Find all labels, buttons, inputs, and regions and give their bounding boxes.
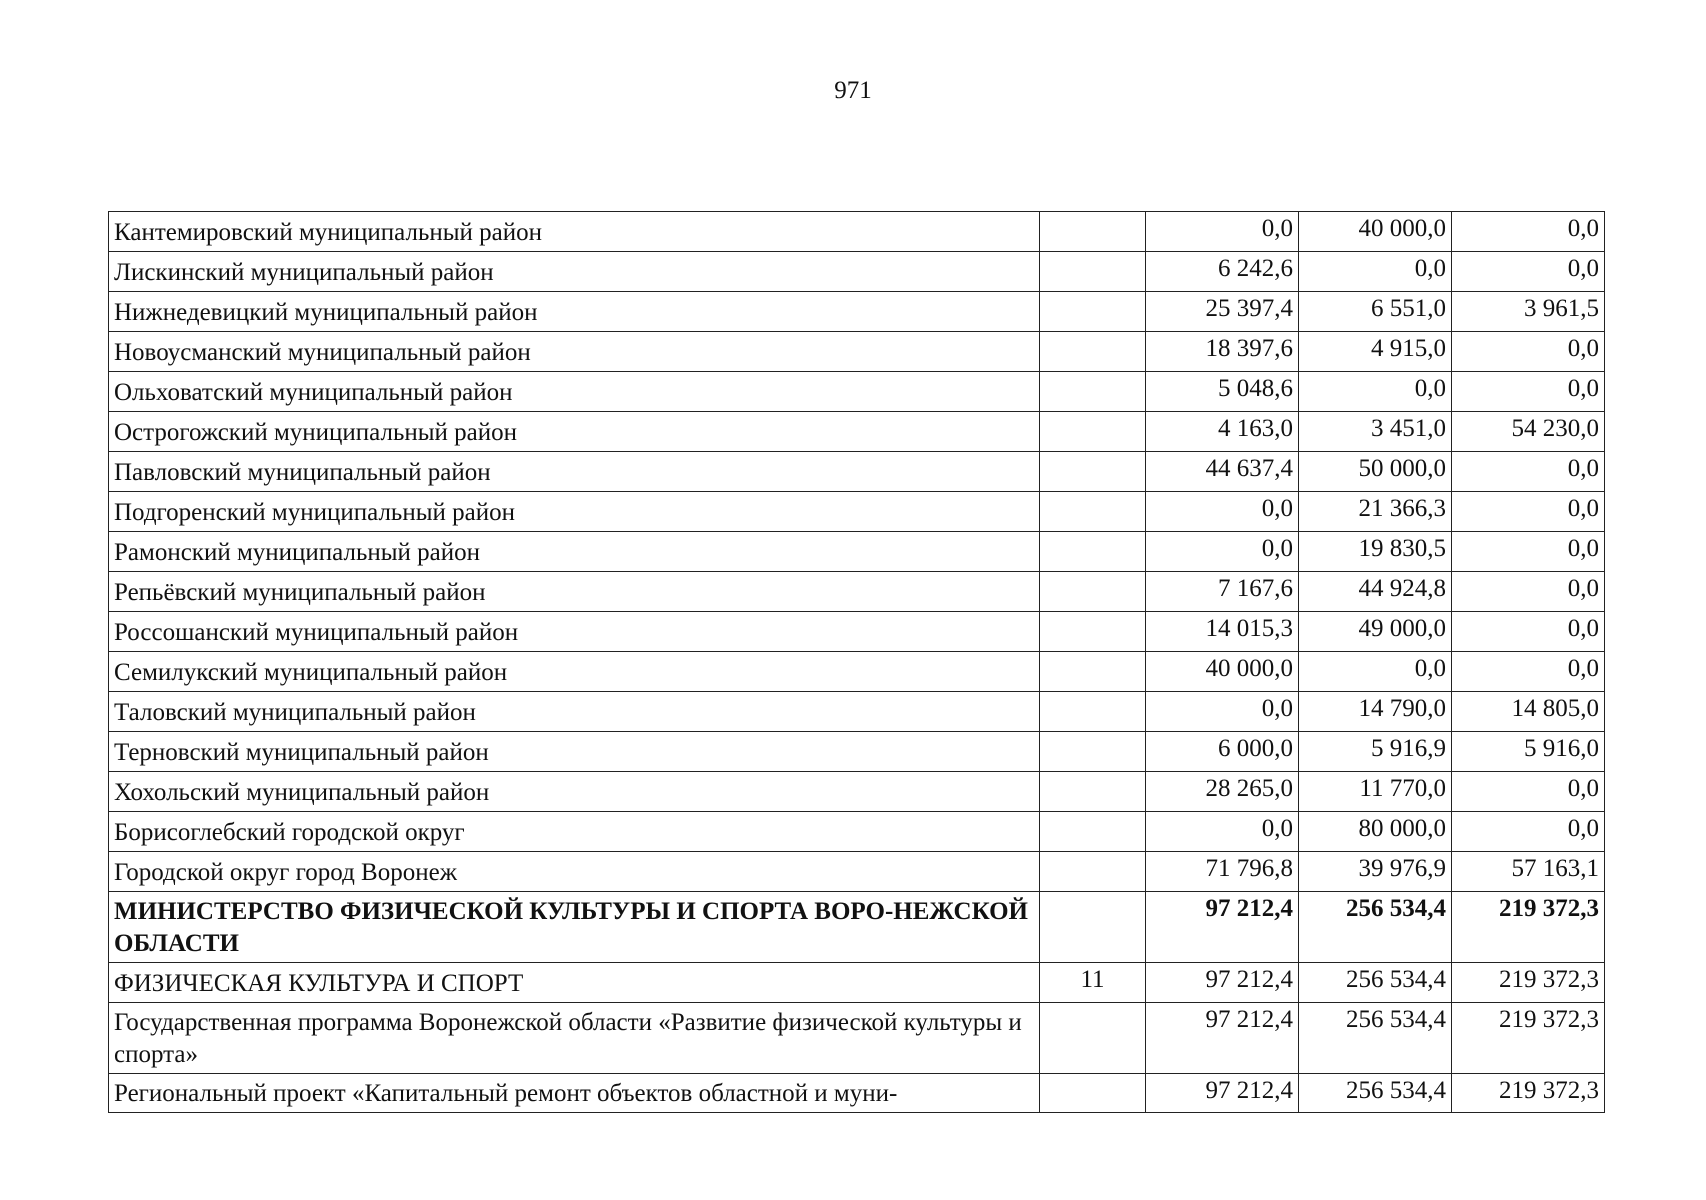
row-value-3-cell: 57 163,1 — [1452, 852, 1605, 892]
row-value-3-cell: 0,0 — [1452, 452, 1605, 492]
table-row — [109, 1074, 1605, 1113]
row-code-cell — [1040, 212, 1146, 252]
row-value-1-cell: 0,0 — [1146, 692, 1299, 732]
table-row — [109, 892, 1605, 963]
row-value-1-cell: 5 048,6 — [1146, 372, 1299, 412]
row-name-cell: Борисоглебский городской округ — [109, 812, 1040, 852]
row-code-cell — [1040, 892, 1146, 963]
row-name-cell: Павловский муниципальный район — [109, 452, 1040, 492]
row-value-2-cell: 256 534,4 — [1299, 963, 1452, 1003]
table-row — [109, 812, 1605, 852]
row-value-2-cell: 40 000,0 — [1299, 212, 1452, 252]
table-row — [109, 372, 1605, 412]
row-code-cell — [1040, 612, 1146, 652]
row-name-cell: Подгоренский муниципальный район — [109, 492, 1040, 532]
row-value-1-cell: 18 397,6 — [1146, 332, 1299, 372]
row-value-3-cell: 219 372,3 — [1452, 963, 1605, 1003]
row-value-1-cell: 7 167,6 — [1146, 572, 1299, 612]
row-code-cell — [1040, 292, 1146, 332]
row-value-1-cell: 0,0 — [1146, 532, 1299, 572]
row-code-cell — [1040, 1074, 1146, 1113]
row-value-3-cell: 0,0 — [1452, 492, 1605, 532]
row-code-cell — [1040, 532, 1146, 572]
row-value-2-cell: 5 916,9 — [1299, 732, 1452, 772]
page-number: 971 — [834, 77, 872, 104]
row-name-cell: Россошанский муниципальный район — [109, 612, 1040, 652]
row-code-cell: 11 — [1040, 963, 1146, 1003]
row-value-2-cell: 49 000,0 — [1299, 612, 1452, 652]
row-value-3-cell: 3 961,5 — [1452, 292, 1605, 332]
table-row — [109, 212, 1605, 252]
row-value-2-cell: 44 924,8 — [1299, 572, 1452, 612]
row-value-2-cell: 3 451,0 — [1299, 412, 1452, 452]
row-code-cell — [1040, 692, 1146, 732]
table-row — [109, 252, 1605, 292]
row-value-3-cell: 0,0 — [1452, 372, 1605, 412]
row-value-2-cell: 11 770,0 — [1299, 772, 1452, 812]
row-value-2-cell: 21 366,3 — [1299, 492, 1452, 532]
row-code-cell — [1040, 652, 1146, 692]
row-value-1-cell: 25 397,4 — [1146, 292, 1299, 332]
row-value-3-cell: 0,0 — [1452, 772, 1605, 812]
row-value-3-cell: 0,0 — [1452, 532, 1605, 572]
row-name-cell: Государственная программа Воронежской области «Развитие физической культуры и спорта» — [109, 1003, 1040, 1074]
row-name-cell: Таловский муниципальный район — [109, 692, 1040, 732]
row-value-1-cell: 97 212,4 — [1146, 1003, 1299, 1074]
row-code-cell — [1040, 252, 1146, 292]
row-value-2-cell: 256 534,4 — [1299, 1003, 1452, 1074]
table-row — [109, 692, 1605, 732]
row-value-1-cell: 71 796,8 — [1146, 852, 1299, 892]
row-name-cell: Хохольский муниципальный район — [109, 772, 1040, 812]
row-value-3-cell: 0,0 — [1452, 212, 1605, 252]
row-value-3-cell: 0,0 — [1452, 652, 1605, 692]
row-code-cell — [1040, 1003, 1146, 1074]
row-value-1-cell: 6 000,0 — [1146, 732, 1299, 772]
row-value-2-cell: 0,0 — [1299, 252, 1452, 292]
table-row — [109, 452, 1605, 492]
row-name-cell: ФИЗИЧЕСКАЯ КУЛЬТУРА И СПОРТ — [109, 963, 1040, 1003]
row-value-2-cell: 256 534,4 — [1299, 892, 1452, 963]
table-row — [109, 492, 1605, 532]
table-row — [109, 292, 1605, 332]
row-value-2-cell: 0,0 — [1299, 372, 1452, 412]
row-code-cell — [1040, 332, 1146, 372]
table-row — [109, 732, 1605, 772]
row-value-1-cell: 44 637,4 — [1146, 452, 1299, 492]
row-value-1-cell: 4 163,0 — [1146, 412, 1299, 452]
table-row — [109, 612, 1605, 652]
row-name-cell: Региональный проект «Капитальный ремонт объектов областной и муни- — [109, 1074, 1040, 1113]
row-value-1-cell: 0,0 — [1146, 492, 1299, 532]
row-value-2-cell: 6 551,0 — [1299, 292, 1452, 332]
row-code-cell — [1040, 372, 1146, 412]
row-value-3-cell: 5 916,0 — [1452, 732, 1605, 772]
row-value-1-cell: 6 242,6 — [1146, 252, 1299, 292]
table-row — [109, 963, 1605, 1003]
row-code-cell — [1040, 572, 1146, 612]
row-value-3-cell: 0,0 — [1452, 572, 1605, 612]
row-name-cell: Репьёвский муниципальный район — [109, 572, 1040, 612]
row-code-cell — [1040, 772, 1146, 812]
row-value-2-cell: 256 534,4 — [1299, 1074, 1452, 1113]
row-value-3-cell: 219 372,3 — [1452, 1074, 1605, 1113]
table-row — [109, 1003, 1605, 1074]
row-name-cell: Острогожский муниципальный район — [109, 412, 1040, 452]
row-value-3-cell: 0,0 — [1452, 812, 1605, 852]
row-value-2-cell: 80 000,0 — [1299, 812, 1452, 852]
row-code-cell — [1040, 812, 1146, 852]
row-code-cell — [1040, 492, 1146, 532]
budget-table — [108, 211, 1605, 1113]
row-name-cell: Ольховатский муниципальный район — [109, 372, 1040, 412]
row-code-cell — [1040, 852, 1146, 892]
row-value-1-cell: 14 015,3 — [1146, 612, 1299, 652]
row-value-2-cell: 50 000,0 — [1299, 452, 1452, 492]
row-name-cell: Новоусманский муниципальный район — [109, 332, 1040, 372]
table-row — [109, 772, 1605, 812]
row-value-1-cell: 28 265,0 — [1146, 772, 1299, 812]
table-row — [109, 532, 1605, 572]
row-code-cell — [1040, 412, 1146, 452]
row-value-2-cell: 0,0 — [1299, 652, 1452, 692]
row-name-cell: Семилукский муниципальный район — [109, 652, 1040, 692]
row-value-1-cell: 40 000,0 — [1146, 652, 1299, 692]
row-value-1-cell: 0,0 — [1146, 212, 1299, 252]
row-value-2-cell: 14 790,0 — [1299, 692, 1452, 732]
row-value-3-cell: 219 372,3 — [1452, 892, 1605, 963]
row-value-3-cell: 219 372,3 — [1452, 1003, 1605, 1074]
row-code-cell — [1040, 732, 1146, 772]
row-code-cell — [1040, 452, 1146, 492]
table-row — [109, 572, 1605, 612]
row-value-2-cell: 4 915,0 — [1299, 332, 1452, 372]
row-name-cell: Нижнедевицкий муниципальный район — [109, 292, 1040, 332]
row-value-1-cell: 97 212,4 — [1146, 1074, 1299, 1113]
row-value-3-cell: 0,0 — [1452, 252, 1605, 292]
row-name-cell: Городской округ город Воронеж — [109, 852, 1040, 892]
table-row — [109, 652, 1605, 692]
table-row — [109, 332, 1605, 372]
row-name-cell: Лискинский муниципальный район — [109, 252, 1040, 292]
row-value-3-cell: 54 230,0 — [1452, 412, 1605, 452]
row-name-cell: МИНИСТЕРСТВО ФИЗИЧЕСКОЙ КУЛЬТУРЫ И СПОРТА ВОРО-НЕЖСКОЙ ОБЛАСТИ — [109, 892, 1040, 963]
budget-table-body — [109, 212, 1605, 1113]
row-value-2-cell: 39 976,9 — [1299, 852, 1452, 892]
row-name-cell: Рамонский муниципальный район — [109, 532, 1040, 572]
table-row — [109, 852, 1605, 892]
row-value-3-cell: 0,0 — [1452, 332, 1605, 372]
row-value-1-cell: 97 212,4 — [1146, 892, 1299, 963]
row-value-1-cell: 97 212,4 — [1146, 963, 1299, 1003]
table-row — [109, 412, 1605, 452]
row-name-cell: Кантемировский муниципальный район — [109, 212, 1040, 252]
row-value-1-cell: 0,0 — [1146, 812, 1299, 852]
row-value-3-cell: 14 805,0 — [1452, 692, 1605, 732]
budget-table-wrapper — [108, 211, 1605, 1113]
row-name-cell: Терновский муниципальный район — [109, 732, 1040, 772]
row-value-3-cell: 0,0 — [1452, 612, 1605, 652]
row-value-2-cell: 19 830,5 — [1299, 532, 1452, 572]
